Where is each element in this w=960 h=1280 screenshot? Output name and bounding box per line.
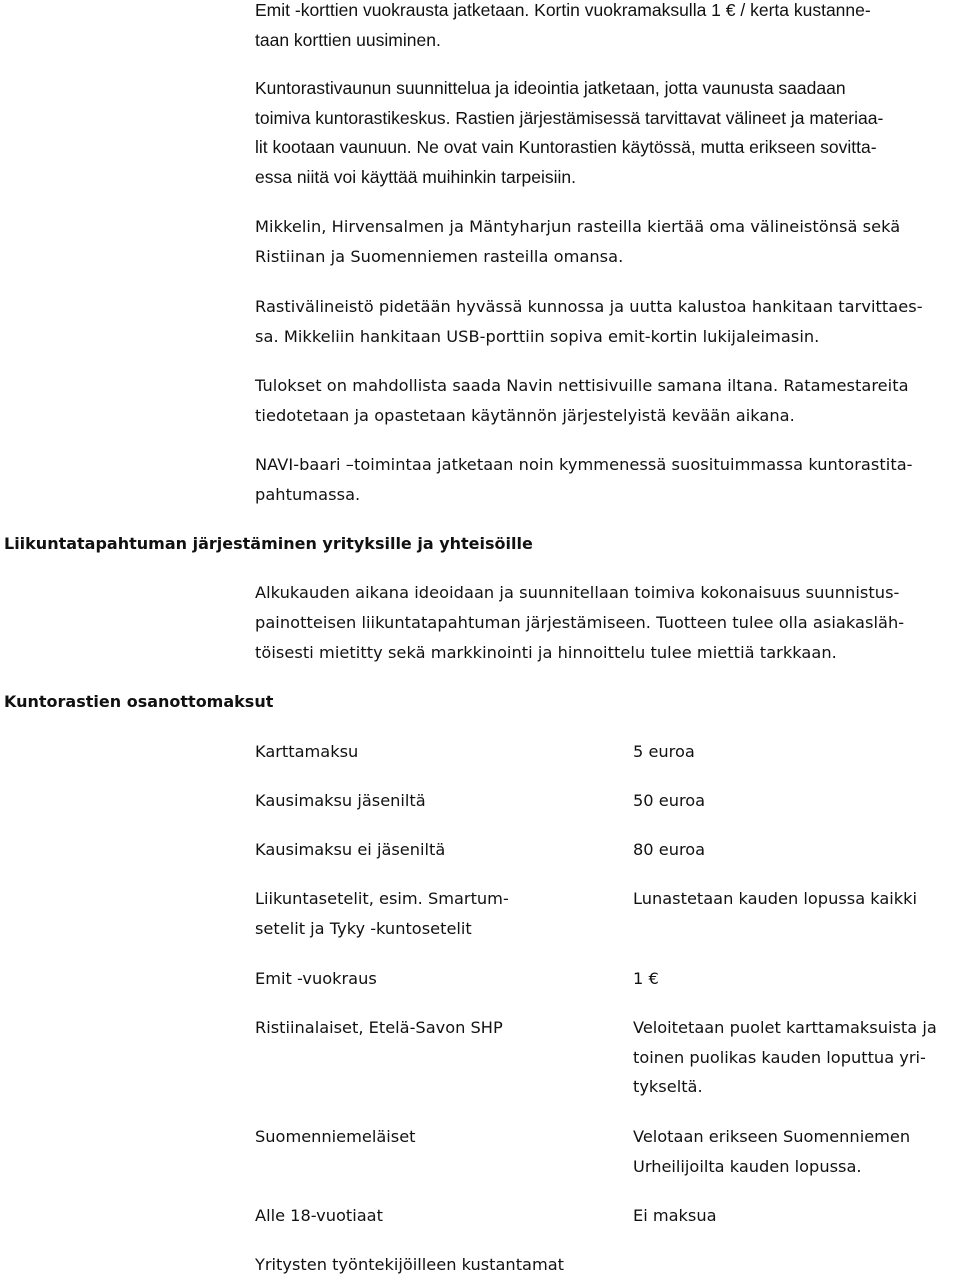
text-line: toimiva kuntorastikeskus. Rastien järjestämisessä tarvittavat välineet ja materiaa-: [255, 108, 884, 128]
fee-value: 1 €: [633, 969, 659, 988]
fee-value: Veloitetaan puolet karttamaksuista ja: [633, 1018, 937, 1037]
fee-value: Lunastetaan kauden lopussa kaikki: [633, 889, 918, 908]
fee-label: Karttamaksu: [255, 742, 359, 761]
text-line: Rastivälineistö pidetään hyvässä kunnossa ja uutta kalustoa hankitaan tarvittaes-: [255, 297, 923, 316]
text-line: pahtumassa.: [255, 485, 361, 504]
fee-label: Liikuntasetelit, esim. Smartum-: [255, 889, 509, 908]
text-line: tiedotetaan ja opastetaan käytännön järjestelyistä kevään aikana.: [255, 406, 795, 425]
fee-value: 5 euroa: [633, 742, 695, 761]
fee-label: Kausimaksu jäseniltä: [255, 791, 426, 810]
text-line: Tulokset on mahdollista saada Navin nettisivuille samana iltana. Ratamestareita: [255, 376, 909, 395]
text-line: Emit -korttien vuokrausta jatketaan. Kortin vuokramaksulla 1 € / kerta kustanne-: [255, 0, 871, 20]
fee-value: Urheilijoilta kauden lopussa.: [633, 1157, 862, 1176]
section-heading-participation-fees: Kuntorastien osanottomaksut: [4, 692, 274, 711]
fee-label: Yritysten työntekijöilleen kustantamat: [255, 1255, 564, 1274]
fee-value: Ei maksua: [633, 1206, 717, 1225]
text-line: taan korttien uusiminen.: [255, 30, 441, 50]
text-line: lit kootaan vaunuun. Ne ovat vain Kuntorastien käytössä, mutta erikseen sovitta-: [255, 137, 877, 157]
text-line: essa niitä voi käyttää muihinkin tarpeisiin.: [255, 167, 576, 187]
fee-label: Emit -vuokraus: [255, 969, 377, 988]
fee-value: Velotaan erikseen Suomenniemen: [633, 1127, 911, 1146]
fee-label: Suomenniemeläiset: [255, 1127, 416, 1146]
text-line: Ristiinan ja Suomenniemen rasteilla omansa.: [255, 247, 624, 266]
text-line: töisesti mietitty sekä markkinointi ja hinnoittelu tulee miettiä tarkkaan.: [255, 643, 837, 662]
text-line: Kuntorastivaunun suunnittelua ja ideointia jatketaan, jotta vaunusta saadaan: [255, 78, 846, 98]
fee-value: toinen puolikas kauden loputtua yri-: [633, 1048, 926, 1067]
fee-value: 80 euroa: [633, 840, 706, 859]
section-heading-sports-event: Liikuntatapahtuman järjestäminen yrityksille ja yhteisöille: [4, 534, 533, 553]
fee-label: Kausimaksu ei jäseniltä: [255, 840, 446, 859]
fee-label: Alle 18-vuotiaat: [255, 1206, 383, 1225]
text-line: painotteisen liikuntatapahtuman järjestämiseen. Tuotteen tulee olla asiakasläh-: [255, 613, 905, 632]
text-line: NAVI-baari –toimintaa jatketaan noin kymmenessä suosituimmassa kuntorastita-: [255, 455, 913, 474]
text-line: Alkukauden aikana ideoidaan ja suunnitellaan toimiva kokonaisuus suunnistus-: [255, 583, 900, 602]
fee-label: setelit ja Tyky -kuntosetelit: [255, 919, 472, 938]
fee-label: Ristiinalaiset, Etelä-Savon SHP: [255, 1018, 503, 1037]
text-line: Mikkelin, Hirvensalmen ja Mäntyharjun rasteilla kiertää oma välineistönsä sekä: [255, 217, 901, 236]
fee-value: 50 euroa: [633, 791, 706, 810]
fee-value: tykseltä.: [633, 1077, 703, 1096]
text-line: sa. Mikkeliin hankitaan USB-porttiin sopiva emit-kortin lukijaleimasin.: [255, 327, 820, 346]
